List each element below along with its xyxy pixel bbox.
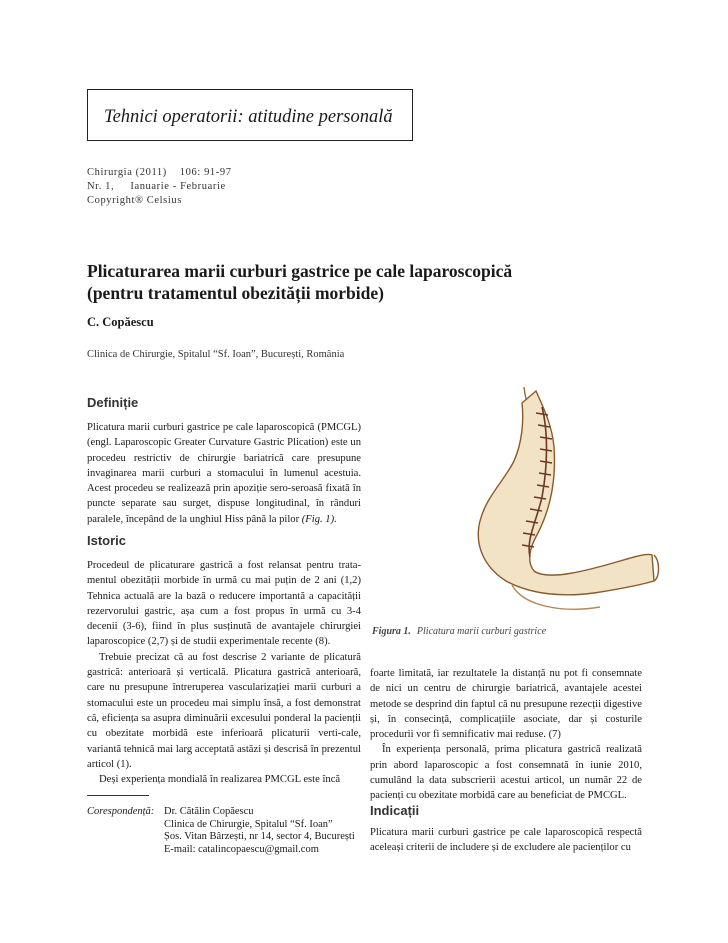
right-p1: foarte limitată, iar rezultatele la distanță nu pot fi consemnate de nici un centru de chirurgie bariatrică, avantajele acestei metode se desprind din faptul că nu presupune rezecții digestive și, în consecință, complicațiile asociate, dar și costurile procedurii vor fi semnificativ mai reduse. (7) <box>370 668 642 741</box>
correspondence-label: Corespondență: <box>87 806 155 817</box>
correspondence-street: Șos. Vitan Bârzești, nr 14, sector 4, București <box>164 831 355 842</box>
right-p2: În experiența personală, prima plicatura gastrică realizată prin abord laparoscopic a fost consemnată în iunie 2010, cumulând la data subscrierii acestui articol, un număr 22 de pacienți cu obezitate morbidă care au beneficiat de PMCGL. <box>370 744 642 802</box>
article-title <box>87 260 527 304</box>
footnote-divider <box>87 795 149 796</box>
affiliation: Clinica de Chirurgie, Spitalul “Sf. Ioan”, București, România <box>87 349 345 360</box>
figure-ref: (Fig. 1). <box>301 513 337 525</box>
heading-istoric: Istoric <box>87 533 127 548</box>
journal-issue: Nr. 1, Ianuarie - Februarie <box>87 181 226 192</box>
article-title-line2: (pentru tratamentul obezității morbide) <box>87 283 384 303</box>
correspondence-name: Dr. Cătălin Copăescu <box>164 806 254 817</box>
istoric-p1: Procedeul de plicaturare gastrică a fost relansat pentru trata-mentul obezității morbide în urmă cu mai puțin de 2 ani (1,2) Tehnica actuală are la bază o reducere importantă a capacității rezervorului gastric, așa cum a fost propus în urmă cu 3-4 decenii (3-6), fiind în plus susținută de avantajele chirurgiei laparoscopice (2,7) și de studii experimentale recente (8). <box>87 560 361 648</box>
figure-caption-text: Plicatura marii curburi gastrice <box>416 626 547 637</box>
istoric-p3: Deși experiența mondială în realizarea PMCGL este încă <box>99 774 341 786</box>
copyright: Copyright® Celsius <box>87 195 182 206</box>
correspondence-address <box>164 806 355 856</box>
duodenum-curve <box>654 555 659 581</box>
article-title-line1: Plicaturarea marii curburi gastrice pe cale laparoscopică <box>87 261 513 281</box>
correspondence-email[interactable]: E-mail: catalincopaescu@gmail.com <box>164 843 319 855</box>
definitie-text: Plicatura marii curburi gastrice pe cale laparoscopică (PMCGL) (engl. Laparoscopic Greater Curvature Gastric Plication) este un procedeu restrictiv de chirurgie bariatrică care presupune invaginarea marii curburi a stomacului în lumenul acestuia. Acest procedeu se realizează prin apoziție sero-seroasă fixată în puncte separate sau surget, dispuse longitudinal, în rânduri paralele, începând de la unghiul Hiss până la pilor <box>87 422 361 525</box>
journal-citation: Chirurgia (2011) 106: 91-97 <box>87 167 232 178</box>
istoric-p2: Trebuie precizat că au fost descrise 2 variante de plicatură gastrică: anterioară și verticală. Plicatura gastrică anterioară, care nu presupune întreruperea vascularizației marii curburi a stomacului este un procedeu mai simplu însă, a fost demonstrat că, eficiența sa asupra diminuării excesului ponderal la pacienții cu obezitate morbidă este inferioară plicaturii verti-cale, variantă tehnică mai larg acceptată astăzi și descrisă în prezentul articol (1). <box>87 651 361 770</box>
indicatii-text: Plicatura marii curburi gastrice pe cale laparoscopică respectă aceleași criterii de includere și de excludere ale pacienților cu <box>370 827 642 854</box>
author: C. Copăescu <box>87 315 154 329</box>
istoric-body <box>87 558 361 787</box>
correspondence-clinic: Clinica de Chirurgie, Spitalul “Sf. Ioan” <box>164 818 333 830</box>
definitie-body <box>87 420 361 527</box>
figure-caption <box>372 626 546 637</box>
stomach-outline <box>478 391 654 595</box>
indicatii-body <box>370 825 642 856</box>
heading-definitie: Definiție <box>87 395 139 410</box>
heading-indicatii: Indicații <box>370 803 420 818</box>
figure-label: Figura 1. <box>372 626 411 637</box>
section-title: Tehnici operatorii: atitudine personală <box>104 107 393 127</box>
right-column-body <box>370 666 642 804</box>
stomach-plication-illustration <box>414 385 662 617</box>
